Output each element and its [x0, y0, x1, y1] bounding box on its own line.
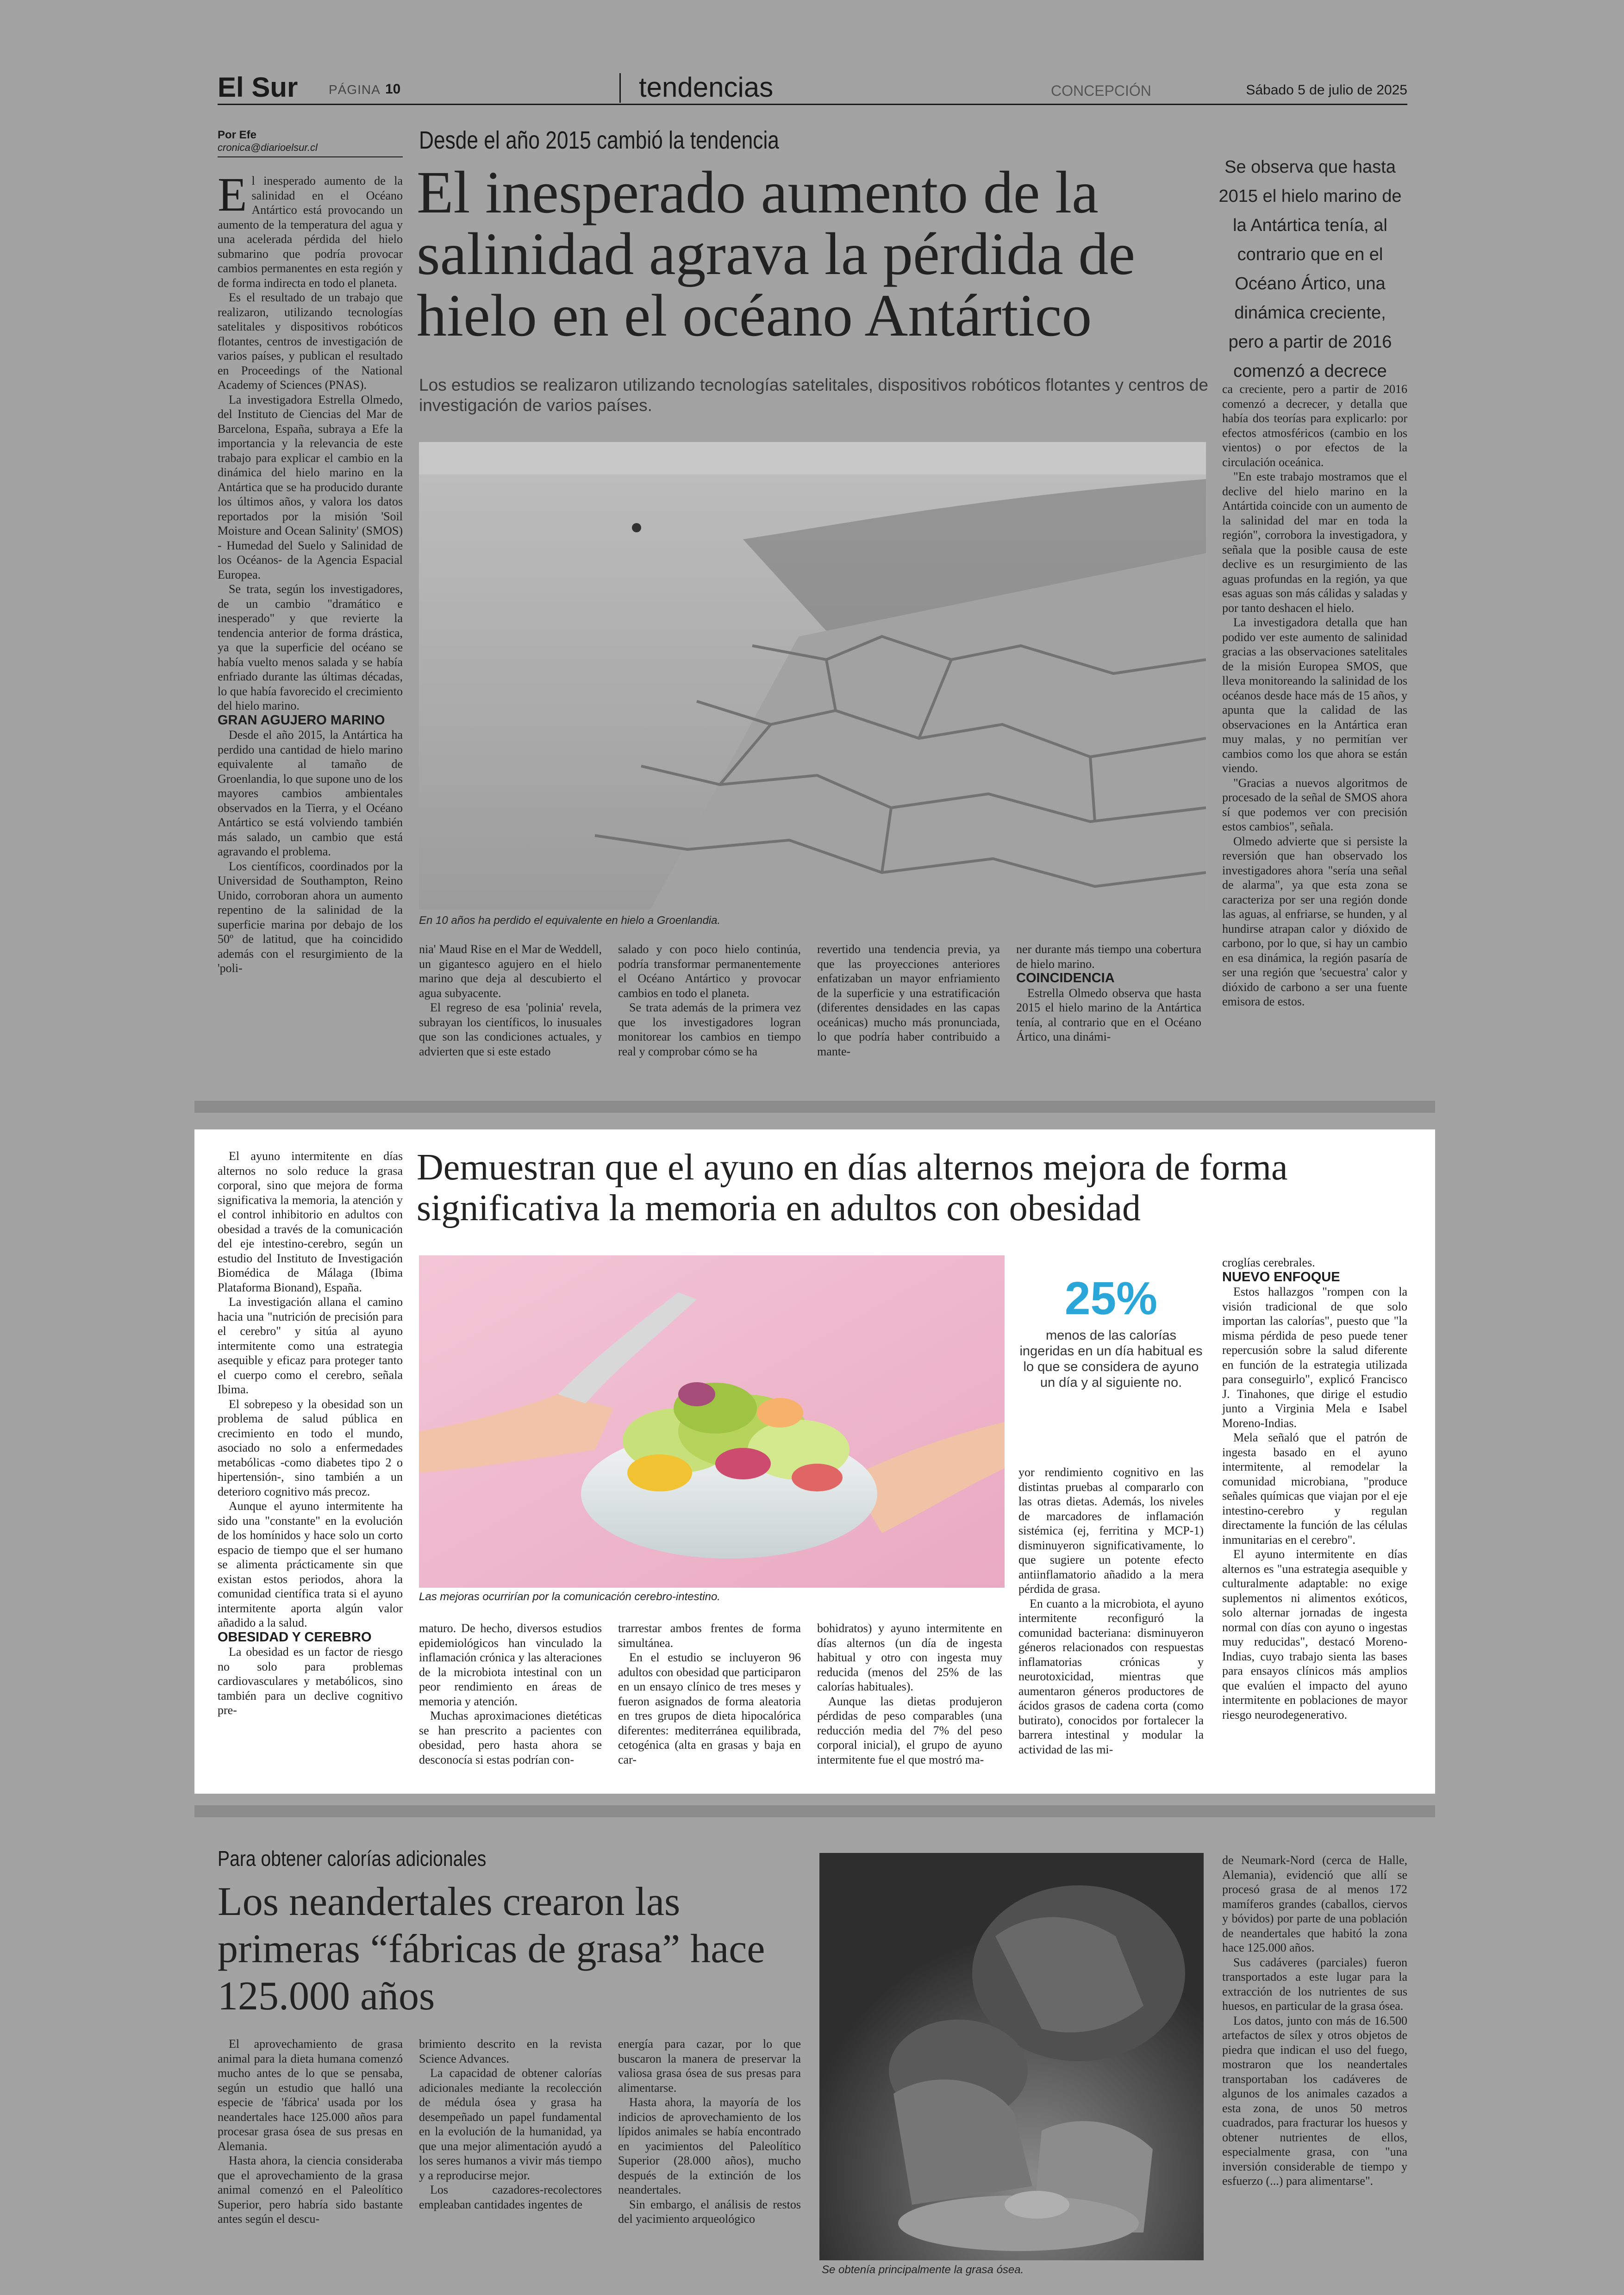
byline-rule	[218, 156, 403, 157]
article3-col4: de Neumark-Nord (cerca de Halle, Alemania), evidenció que allí se procesó grasa de al menos 172 mamíferos grandes (caballos, ciervos y bóvidos) por parte de una población de neandertales que habitó la zona hace 125.000 años. Sus cadáveres (parciales) fueron transportados a este lugar para la extracción de los nutrientes de sus huesos, en particular de la grasa ósea. Los datos, junto con más de 16.500 artefactos de sílex y otros objetos de piedra que indican el uso del fuego, mostraron que los neandertales transportaban los cadáveres de algunos de los animales cazados a esta zona, de unos 50 metros cuadrados, para fracturar los huesos y obtener nutrientes de ellos, especialmente grasa, con "una inversión considerable de tiempo y esfuerzo (...) para alimentarse".	[1222, 1853, 1407, 2188]
photo-caption: En 10 años ha perdido el equivalente en hielo a Groenlandia.	[419, 914, 721, 927]
subhead: OBESIDAD Y CEREBRO	[218, 1629, 372, 1645]
neanderthal-kicker: Para obtener calorías adicionales	[218, 1846, 487, 1871]
neanderthal-headline: Los neandertales crearon las primeras “fábricas de grasa” hace 125.000 años	[218, 1879, 765, 2019]
subhead: COINCIDENCIA	[1016, 971, 1115, 985]
subhead: GRAN AGUJERO MARINO	[218, 712, 385, 728]
subheadline: Los estudios se realizaron utilizando tecnologías satelitales, dispositivos robóticos flotantes y centros de investigación de varios países.	[419, 375, 1208, 415]
article1-col4: revertido una tendencia previa, ya que las proyecciones anteriores enfatizaban un mayor enfriamiento de la superficie y una estratificación (diferentes densidades en las capas oceánicas) mucho más pronunciada, lo que podría haber contribuido a mante-	[817, 942, 1000, 1058]
byline	[218, 129, 403, 157]
article2-col6: croglías cerebrales. NUEVO ENFOQUE Estos hallazgos "rompen con la visión tradicional de que solo importan las calorías", puesto que "la misma pérdida de peso puede tener repercusión sobre la salud diferente en función de la estrategia utilizada para conseguirlo", explicó Francisco J. Tinahones, que dirige el estudio junto a Virginia Mela e Isabel Moreno-Indias. Mela señaló que el patrón de ingesta basado en el ayuno intermitente, al remodelar la comunidad microbiana, "produce señales químicas que viajan por el eje intestino-cerebro y regulan directamente la función de las células inmunitarias en el cerebro". El ayuno intermitente en días alternos es "una estrategia asequible y culturalmente adaptable: no exige suplementos ni alimentos exóticos, solo alternar jornadas de ingesta normal con días con ayuno o ingestas muy reducidas", destacó Moreno-Indias, cuyo trabajo sienta las bases para ensayos clínicos más amplios que evalúen el impacto del ayuno intermitente en poblaciones de mayor riesgo neurodegenerativo.	[1222, 1256, 1407, 1721]
page-number: 10	[385, 81, 401, 97]
article1-col3: salado y con poco hielo continúa, podría transformar permanentemente el Océano Antártico y provocar cambios en todo el planeta. Se trata además de la primera vez que los investigadores logran monitorear los cambios en tiempo real y comprobar cómo se ha	[618, 942, 801, 1058]
article2-col5: yor rendimiento cognitivo en las distintas pruebas al compararlo con las otras dietas. Además, los niveles de marcadores de inflamación sistémica (ej, ferritina y MCP-1) disminuyeron significativamente, lo que sugiere un potente efecto antiinflamatorio añadido a la mera pérdida de grasa. En cuanto a la microbiota, el ayuno intermitente reconfiguró la comunidad bacteriana: disminuyeron géneros relacionados con respuestas inflamatorias crónicas y neurotoxicidad, mientras que aumentaron géneros productores de ácidos grasos de cadena corta (como butirato), conocidos por fortalecer la barrera intestinal y modular la actividad de las mi-	[1018, 1466, 1204, 1756]
article2-col1: El ayuno intermitente en días alternos no solo reduce la grasa corporal, sino que mejora de forma significativa la memoria, la atención y el control inhibitorio en adultos con obesidad a través de la comunicación del eje intestino-cerebro, según un estudio del Instituto de Investigación Biomédica de Málaga (Ibima Plataforma Bionand), España. La investigación allana el camino hacia una "nutrición de precisión para el cerebro" y sitúa al ayuno intermitente como una estrategia asequible y eficaz para proteger tanto el cuerpo como el cerebro, señala Ibima. El sobrepeso y la obesidad son un problema de salud pública en crecimiento en todo el mundo, asociado no solo a enfermedades metabólicas -como diabetes tipo 2 o hipertensión-, sino también a un deterioro cognitivo más precoz. Aunque el ayuno intermitente ha sido una "constante" en la evolución de los homínidos y hace solo un corto espacio de tiempo que el ser humano se alimenta prácticamente sin que existan estos periodos, ahora la comunidad científica trata si el ayuno intermitente aporta algún valor añadido a la salud. OBESIDAD Y CEREBRO La obesidad es un factor de riesgo no solo para problemas cardiovasculares y metabólicos, sino también para un declive cognitivo pre-	[218, 1149, 403, 1717]
subhead: NUEVO ENFOQUE	[1222, 1269, 1340, 1285]
neanderthal-caption: Se obtenía principalmente la grasa ósea.	[822, 2264, 1024, 2276]
section-divider	[619, 73, 621, 103]
paper-name: El Sur	[218, 72, 298, 103]
sea-ice-photo	[419, 442, 1206, 910]
separator-band-2	[194, 1805, 1435, 1817]
salad-photo	[419, 1255, 1005, 1588]
article2-col2: maturo. De hecho, diversos estudios epidemiológicos han vinculado la inflamación crónica y las alteraciones de la microbiota intestinal con un peor rendimiento en áreas de memoria y atención. Muchas aproximaciones dietéticas se han prescrito a pacientes con obesidad, pero hasta ahora se desconocía si estas podrían con-	[419, 1621, 602, 1766]
article1-col1: El inesperado aumento de la salinidad en el Océano Antártico está provocando un aumento de la temperatura del agua y una acelerada pérdida del hielo submarino que podría provocar cambios permanentes en esta región y de forma indirecta en todo el planeta. Es el resultado de un trabajo que realizaron, utilizando tecnologías satelitales y dispositivos robóticos flotantes, centros de investigación de varios países, y publican el resultado en Proceedings of the National Academy of Sciences (PNAS). La investigadora Estrella Olmedo, del Instituto de Ciencias del Mar de Barcelona, España, subraya a Efe la importancia y la relevancia de este trabajo para explicar el cambio en la dinámica del hielo marino en la Antártica que se ha producido durante los últimos años, y valora los datos reportados por la misión 'Soil Moisture and Ocean Salinity' (SMOS) - Humedad del Suelo y Salinidad de los Océanos- de la Agencia Espacial Europea. Se trata, según los investigadores, de un cambio "dramático e inesperado" y que revierte la tendencia anterior de forma drástica, ya que la superficie del océano se había vuelto menos salada y se había enfriado durante las últimas décadas, lo que había favorecido el crecimiento del hielo marino. GRAN AGUJERO MARINO Desde el año 2015, la Antártica ha perdido una cantidad de hielo marino equivalente al tamaño de Groenlandia, lo que supone uno de los mayores cambios ambientales observados en la Tierra, y el Océano Antártico se está volviendo también más salado, un cambio que está agravando el problema. Los científicos, coordinados por la Universidad de Southampton, Reino Unido, corroboran ahora un aumento repentino de la salinidad de la superficie marina por debajo de los 50º de latitud, que ha coincidido además con el resurgimiento de la 'poli-	[218, 168, 403, 975]
article3-col1: El aprovechamiento de grasa animal para la dieta humana comenzó mucho antes de lo que se pensaba, según un estudio que halló una especie de 'fábrica' usada por los neandertales hace 125.000 años para procesar grasa ósea de sus presas en Alemania. Hasta ahora, la ciencia consideraba que el aprovechamiento de la grasa animal comenzó en el Paleolítico Superior, pero habría sido bastante antes según el descu-	[218, 2037, 403, 2226]
pull-quote: Se observa que hasta 2015 el hielo marino de la Antártica tenía, al contrario que en el Océano Ártico, una dinámica creciente, pero a partir de 2016 comenzó a decrece	[1218, 157, 1402, 381]
neanderthal-image	[819, 1853, 1204, 2260]
masthead	[218, 69, 1407, 106]
stat-box	[1018, 1273, 1204, 1391]
header-rule	[218, 104, 1407, 105]
article1-col2: nia' Maud Rise en el Mar de Weddell, un gigantesco agujero en el hielo marino que deja al descubierto el agua subyacente. El regreso de esa 'polinia' revela, subrayan los científicos, lo inusuales que son las condiciones actuales, y advierten que si este estado	[419, 942, 602, 1058]
page-label: PÁGINA	[329, 82, 381, 97]
drop-cap: E	[218, 168, 247, 221]
byline-author: Por Efe	[218, 129, 257, 141]
article1-col5: ner durante más tiempo una cobertura de hielo marino. COINCIDENCIA Estrella Olmedo observa que hasta 2015 el hielo marino de la Antártica tenía, al contrario que en el Océano Ártico, una dinámi-	[1016, 942, 1201, 1043]
headline: El inesperado aumento de la salinidad agrava la pérdida de hielo en el océano Antártico	[417, 159, 1136, 349]
byline-email: cronica@diarioelsur.cl	[218, 142, 318, 153]
article1-col6: ca creciente, pero a partir de 2016 comenzó a decrecer, y detalla que había dos teorías para explicarlo: por efectos atmosféricos (cambio en los vientos) o por efectos de la circulación oceánica. "En este trabajo mostramos que el declive del hielo marino en la Antártida coincide con un aumento de la salinidad del mar en toda la región", corrobora la investigadora, y señala que la posible causa de este declive es un resurgimiento de las aguas profundas en la región, ya que esas aguas son más cálidas y saladas y por tanto deshacen el hielo. La investigadora detalla que han podido ver este aumento de salinidad gracias a las observaciones satelitales de la misión Europea SMOS, que lleva monitoreando la salinidad de los océanos desde hace más de 15 años, y apunta que la calidad de las observaciones en la Antártica eran muy malas, y no permitían ver cambios como los que ahora se están viendo. "Gracias a nuevos algoritmos de procesado de la señal de SMOS ahora sí que podemos ver con precisión estos cambios", señala. Olmedo advierte que si persiste la reversión que han observado los investigadores ahora "sería una señal de alarma", ya que esta zona se caracteriza por ser una región donde las aguas, al enfriarse, se hunden, y al hundirse atrapan calor y dióxido de carbono, por lo que, si hay un cambio en esa dinámica, la región pasaría de ser una región que 'secuestra' calor y dióxido de carbono a ser una fuente emisora de estos.	[1222, 382, 1407, 1008]
neanderthal-photo	[819, 1853, 1204, 2260]
article3-col3: energía para cazar, por lo que buscaron la manera de preservar la valiosa grasa ósea de sus presas para alimentarse. Hasta ahora, la mayoría de los indicios de aprovechamiento de los lípidos animales se había encontrado en yacimientos del Paleolítico Superior (28.000 años), mucho después de la extinción de los neandertales. Sin embargo, el análisis de restos del yacimiento arqueológico	[618, 2037, 801, 2226]
issue-date: Sábado 5 de julio de 2025	[1246, 82, 1407, 98]
article2-col4: bohidratos) y ayuno intermitente en días alternos (un día de ingesta habitual y otro con ingesta muy reducida (menos del 25% de las calorías habituales). Aunque las dietas produjeron pérdidas de peso comparables (una reducción media del 7% del peso corporal inicial), el grupo de ayuno intermitente fue el que mostró ma-	[817, 1621, 1002, 1766]
sea-ice-image	[419, 442, 1206, 910]
kicker: Desde el año 2015 cambió la tendencia	[419, 126, 779, 154]
section-name: tendencias	[639, 72, 774, 103]
salad-caption: Las mejoras ocurrirían por la comunicación cerebro-intestino.	[419, 1590, 720, 1603]
fasting-headline: Demuestran que el ayuno en días alternos mejora de forma significativa la memoria en adultos con obesidad	[417, 1147, 1288, 1229]
article2-col3: trarrestar ambos frentes de forma simultánea. En el estudio se incluyeron 96 adultos con obesidad que participaron en un ensayo clínico de tres meses y fueron asignados de forma aleatoria en tres grupos de dieta hipocalórica diferentes: mediterránea equilibrada, cetogénica (alta en grasas y baja en car-	[618, 1621, 801, 1766]
stat-value: 25%	[1064, 1272, 1158, 1324]
stat-text: menos de las calorías ingeridas en un día habitual es lo que se considera de ayuno un día y al siguiente no.	[1019, 1328, 1203, 1390]
separator-band	[194, 1101, 1435, 1113]
salad-image	[419, 1255, 1005, 1588]
city: CONCEPCIÓN	[1051, 82, 1151, 99]
article3-col2: brimiento descrito en la revista Science Advances. La capacidad de obtener calorías adicionales mediante la recolección de médula ósea y grasa ha desempeñado un papel fundamental en la evolución de la humanidad, ya que una mejor alimentación ayudó a los seres humanos a vivir más tiempo y a reproducirse mejor. Los cazadores-recolectores empleaban cantidades ingentes de	[419, 2037, 602, 2211]
